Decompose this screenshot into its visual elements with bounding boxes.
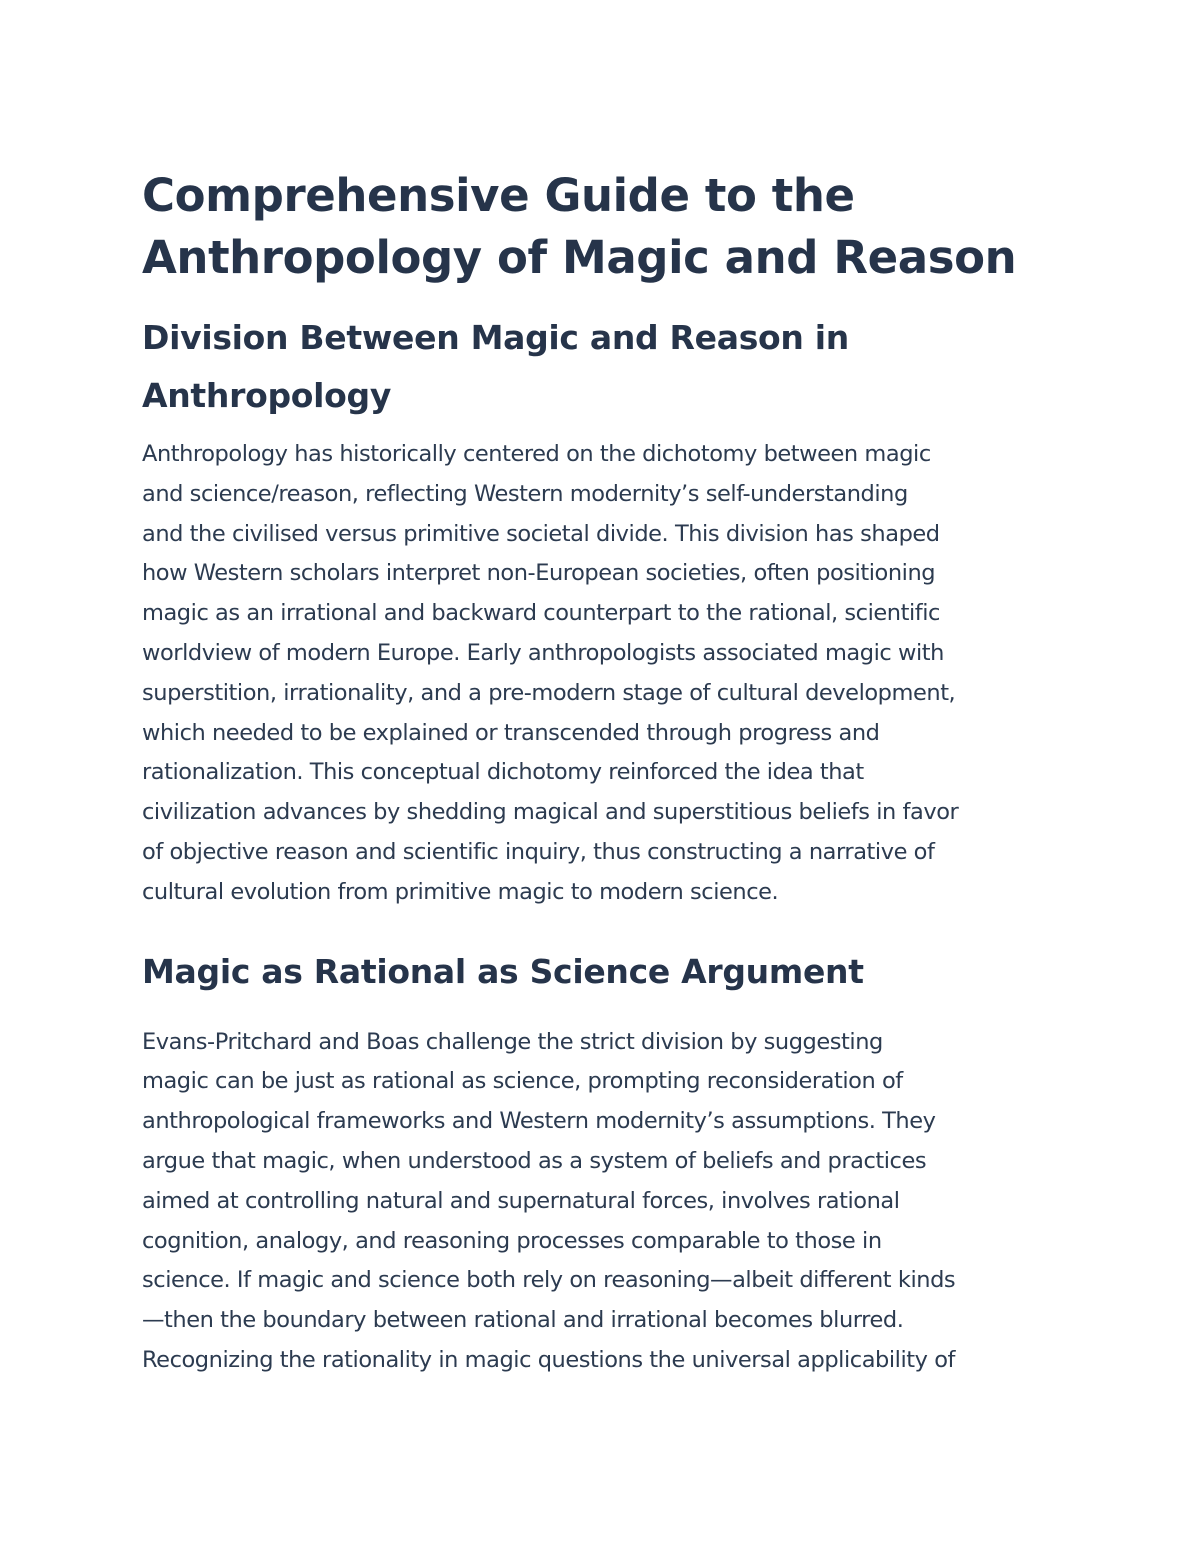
paragraph-line: cultural evolution from primitive magic to modern science. <box>142 878 779 905</box>
paragraph-line: Evans-Pritchard and Boas challenge the strict division by suggesting <box>142 1028 883 1055</box>
title-line: Comprehensive Guide to the <box>142 169 855 222</box>
section-paragraph-magic-rational <box>142 1023 1062 1381</box>
paragraph-line: which needed to be explained or transcended through progress and <box>142 719 880 746</box>
heading-line: Anthropology <box>142 376 392 415</box>
section-heading-magic-rational <box>142 943 1062 1001</box>
paragraph-line: —then the boundary between rational and irrational becomes blurred. <box>142 1307 904 1334</box>
heading-line: Magic as Rational as Science Argument <box>142 951 864 991</box>
paragraph-line: of objective reason and scientific inquiry, thus constructing a narrative of <box>142 838 935 865</box>
paragraph-line: superstition, irrationality, and a pre-modern stage of cultural development, <box>142 679 956 706</box>
heading-line: Division Between Magic and Reason in <box>142 318 849 357</box>
paragraph-line: and the civilised versus primitive societal divide. This division has shaped <box>142 520 940 547</box>
document-page <box>142 165 1062 1381</box>
title-line: Anthropology of Magic and Reason <box>142 231 1017 284</box>
paragraph-line: worldview of modern Europe. Early anthropologists associated magic with <box>142 639 944 666</box>
document-title <box>142 165 1062 289</box>
paragraph-line: science. If magic and science both rely on reasoning—albeit different kinds <box>142 1267 956 1294</box>
paragraph-line: Recognizing the rationality in magic questions the universal applicability of <box>142 1346 956 1373</box>
paragraph-line: cognition, analogy, and reasoning processes comparable to those in <box>142 1227 882 1254</box>
section-heading-division <box>142 309 1062 425</box>
paragraph-line: aimed at controlling natural and supernatural forces, involves rational <box>142 1187 900 1214</box>
paragraph-line: magic as an irrational and backward counterpart to the rational, scientific <box>142 600 940 627</box>
paragraph-line: how Western scholars interpret non-European societies, often positioning <box>142 560 936 587</box>
paragraph-line: argue that magic, when understood as a system of beliefs and practices <box>142 1147 927 1174</box>
paragraph-line: and science/reason, reflecting Western modernity’s self-understanding <box>142 480 908 507</box>
paragraph-line: civilization advances by shedding magical and superstitious beliefs in favor <box>142 799 959 826</box>
paragraph-line: magic can be just as rational as science, prompting reconsideration of <box>142 1068 903 1095</box>
paragraph-line: Anthropology has historically centered on the dichotomy between magic <box>142 441 931 467</box>
paragraph-line: anthropological frameworks and Western modernity’s assumptions. They <box>142 1108 936 1135</box>
section-paragraph-division <box>142 435 1062 913</box>
paragraph-line: rationalization. This conceptual dichotomy reinforced the idea that <box>142 759 864 786</box>
